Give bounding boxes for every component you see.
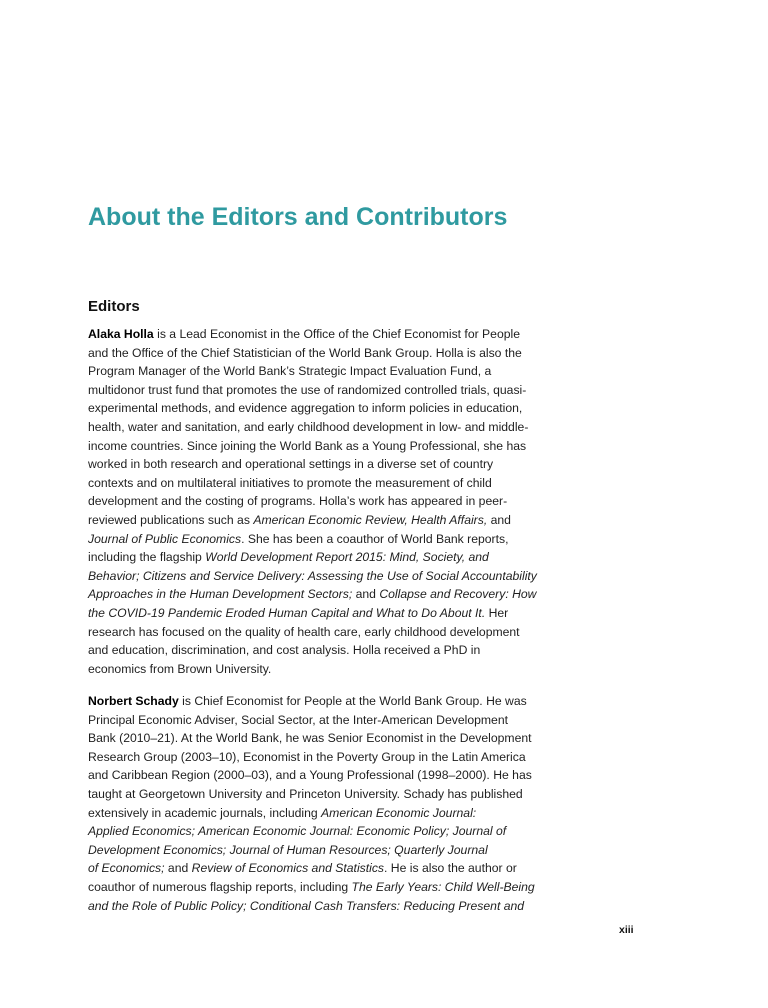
- bio-line: [88, 362, 564, 381]
- bio-text: Program Manager of the World Bank’s Strategic Impact Evaluation Fund, a: [88, 364, 492, 379]
- bio-norbert-schady: [88, 692, 564, 915]
- bio-line: [88, 604, 564, 623]
- bio-name: Norbert Schady: [88, 694, 179, 708]
- bio-line: [88, 785, 564, 804]
- publication-title: Development Economics; Journal of Human Resources; Quarterly Journal: [88, 842, 488, 857]
- bio-text: worked in both research and operational settings in a diverse set of country: [88, 457, 494, 472]
- bio-text: research has focused on the quality of health care, early childhood development: [88, 624, 520, 639]
- bio-line: [88, 878, 564, 897]
- bio-text: Bank (2010–21). At the World Bank, he was Senior Economist in the Development: [88, 731, 532, 746]
- publication-title: Approaches in the Human Development Sectors;: [88, 587, 353, 602]
- publication-title: Behavior; Citizens and Service Delivery: Assessing the Use of Social Accountability: [88, 568, 537, 583]
- bio-text: multidonor trust fund that promotes the use of randomized controlled trials, quasi-: [88, 382, 527, 397]
- bio-line: [88, 585, 564, 604]
- bio-text: health, water and sanitation, and early childhood development in low- and middle-: [88, 419, 529, 434]
- bio-line: [88, 897, 564, 916]
- bio-line: [88, 804, 564, 823]
- bio-line: [88, 748, 564, 767]
- bio-text: contexts and on multilateral initiatives to promote the measurement of child: [88, 475, 492, 490]
- publication-title: Review of Economics and Statistics: [191, 861, 385, 876]
- bio-text: Research Group (2003–10), Economist in the Poverty Group in the Latin America: [88, 749, 526, 764]
- bio-line: [88, 729, 564, 748]
- bio-text: and: [352, 587, 380, 602]
- page-title: About the Editors and Contributors: [88, 203, 508, 231]
- publication-title: Collapse and Recovery: How: [379, 587, 537, 602]
- bio-line: [88, 660, 564, 679]
- publication-title: of Economics;: [88, 861, 165, 876]
- bio-text: and Caribbean Region (2000–03), and a Young Professional (1998–2000). He has: [88, 768, 532, 783]
- bio-text: and: [487, 512, 511, 527]
- bio-text: experimental methods, and evidence aggregation to inform policies in education,: [88, 401, 523, 416]
- bio-line: [88, 548, 564, 567]
- bio-text: economics from Brown University.: [88, 661, 272, 676]
- bio-text: Principal Economic Adviser, Social Sector, at the Inter-American Development: [88, 712, 508, 727]
- bio-text: is Chief Economist for People at the World Bank Group. He was: [178, 694, 527, 708]
- bio-text: including the flagship: [88, 550, 206, 565]
- bio-line: [88, 623, 564, 642]
- bio-text: extensively in academic journals, including: [88, 805, 322, 820]
- bio-line: [88, 455, 564, 474]
- bio-line: [88, 437, 564, 456]
- bio-line: [88, 692, 564, 711]
- bio-line: [88, 711, 564, 730]
- publication-title: American Economic Review, Health Affairs,: [253, 512, 488, 527]
- bio-line: [88, 474, 564, 493]
- publication-title: Journal of Public Economics: [88, 531, 242, 546]
- bio-line: [88, 325, 564, 344]
- bio-text: . He is also the author or: [384, 861, 517, 876]
- bio-alaka-holla: [88, 325, 564, 678]
- bio-text: . She has been a coauthor of World Bank reports,: [241, 531, 509, 546]
- bio-text: and education, discrimination, and cost analysis. Holla received a PhD in: [88, 643, 481, 658]
- publication-title: the COVID-19 Pandemic Eroded Human Capital and What to Do About It.: [88, 605, 486, 620]
- bio-text: is a Lead Economist in the Office of the Chief Economist for People: [153, 327, 520, 341]
- bio-line: [88, 641, 564, 660]
- bio-line: [88, 399, 564, 418]
- bio-text: and: [164, 861, 192, 876]
- publication-title: Applied Economics; American Economic Journal: Economic Policy; Journal of: [88, 824, 507, 839]
- bio-name: Alaka Holla: [88, 327, 154, 341]
- section-heading-editors: Editors: [88, 298, 140, 315]
- bio-line: [88, 344, 564, 363]
- bio-line: [88, 841, 564, 860]
- bio-text: Her: [485, 605, 509, 620]
- bio-text: income countries. Since joining the World Bank as a Young Professional, she has: [88, 438, 527, 453]
- bio-line: [88, 567, 564, 586]
- bio-line: [88, 766, 564, 785]
- bio-line: [88, 381, 564, 400]
- bio-line: [88, 418, 564, 437]
- bio-line: [88, 822, 564, 841]
- bio-text: reviewed publications such as: [88, 512, 254, 527]
- publication-title: and the Role of Public Policy; Conditional Cash Transfers: Reducing Present and: [88, 898, 525, 913]
- bio-line: [88, 859, 564, 878]
- bio-line: [88, 511, 564, 530]
- bio-text: development and the costing of programs. Holla’s work has appeared in peer-: [88, 494, 508, 509]
- bio-line: [88, 492, 564, 511]
- bio-line: [88, 530, 564, 549]
- bio-text: and the Office of the Chief Statistician of the World Bank Group. Holla is also the: [88, 345, 522, 360]
- bio-text: taught at Georgetown University and Princeton University. Schady has published: [88, 786, 523, 801]
- bio-text: coauthor of numerous flagship reports, including: [88, 879, 352, 894]
- publication-title: The Early Years: Child Well-Being: [351, 879, 535, 894]
- publication-title: American Economic Journal:: [321, 805, 477, 820]
- page-number: xiii: [619, 924, 634, 936]
- publication-title: World Development Report 2015: Mind, Society, and: [205, 550, 489, 565]
